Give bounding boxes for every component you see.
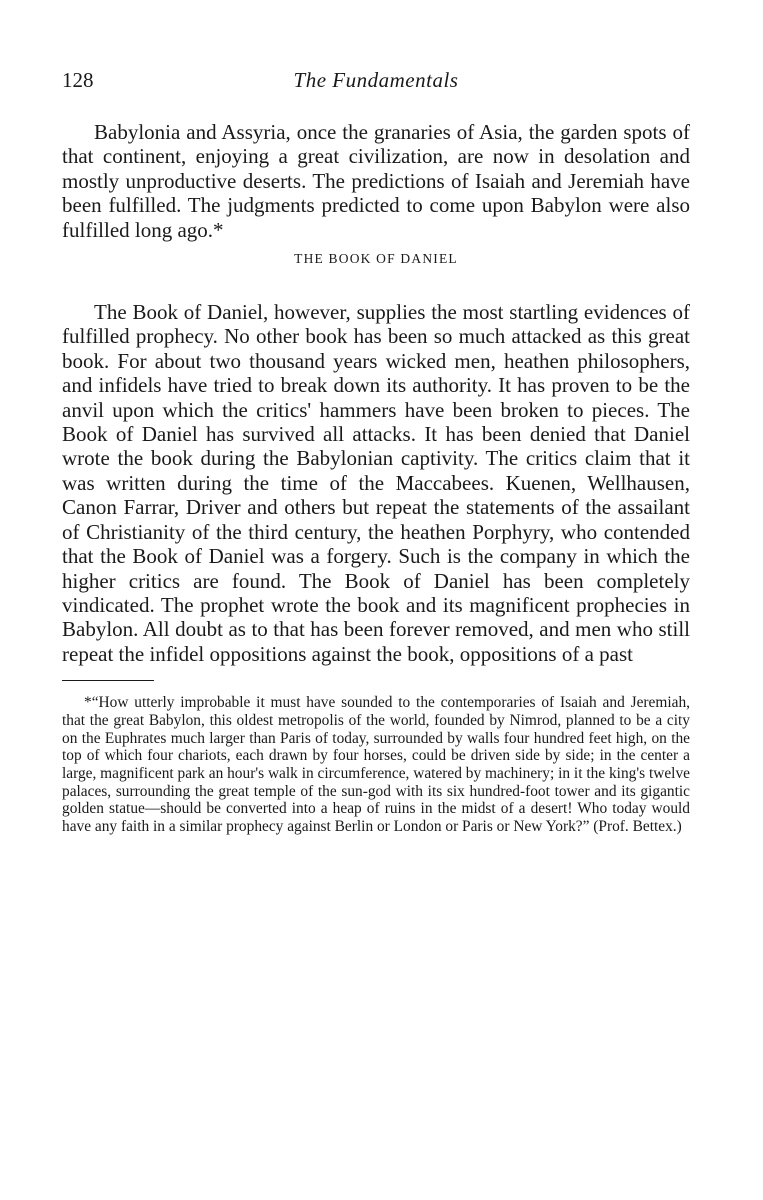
- running-head: [62, 68, 690, 100]
- paragraph-book-of-daniel: The Book of Daniel, however, supplies the most startling evidences of fulfilled prophecy. No other book has been so much attacked as this great book. For about two thousand years wicked men, heathen philosophers, and infidels have tried to break down its authority. It has proven to be the anvil upon which the critics' hammers have been broken to pieces. The Book of Daniel has survived all attacks. It has been denied that Daniel wrote the book during the Babylonian captivity. The critics claim that it was written during the time of the Maccabees. Kuenen, Wellhausen, Canon Farrar, Driver and others but repeat the statements of the assailant of Christianity of the third century, the heathen Porphyry, who contended that the Book of Daniel was a forgery. Such is the company in which the higher critics are found. The Book of Daniel has been completely vindicated. The prophet wrote the book and its magnificent prophecies in Babylon. All doubt as to that has been forever removed, and men who still repeat the infidel oppositions against the book, oppositions of a past: [62, 300, 690, 666]
- book-page: [62, 68, 690, 836]
- footnote: *“How utterly improbable it must have sounded to the contemporaries of Isaiah and Jeremiah, that the great Babylon, this oldest metropolis of the world, founded by Nimrod, planned to be a city on the Euphrates much larger than Paris of today, surrounded by walls four hundred feet high, on the top of which four chariots, each drawn by four horses, could be driven side by side; in the center a large, magnificent park an hour's walk in circumference, watered by machinery; in it the king's twelve palaces, surrounding the great temple of the sun-god with its six hundred-foot tower and its gigantic golden statue—should be converted into a heap of ruins in the midst of a desert! Who today would have any faith in a similar prophecy against Berlin or London or Paris or New York?” (Prof. Bettex.): [62, 694, 690, 836]
- section-heading: THE BOOK OF DANIEL: [294, 251, 458, 267]
- paragraph-babylonia: Babylonia and Assyria, once the granaries of Asia, the garden spots of that continent, enjoying a great civilization, are now in desolation and mostly unproductive deserts. The predictions of Isaiah and Jeremiah have been fulfilled. The judgments predicted to come upon Babylon were also fulfilled long ago.*: [62, 120, 690, 242]
- page-number: 128: [62, 68, 94, 92]
- body-text: [62, 120, 690, 666]
- running-title: The Fundamentals: [293, 68, 459, 92]
- footnote-divider: [62, 680, 154, 681]
